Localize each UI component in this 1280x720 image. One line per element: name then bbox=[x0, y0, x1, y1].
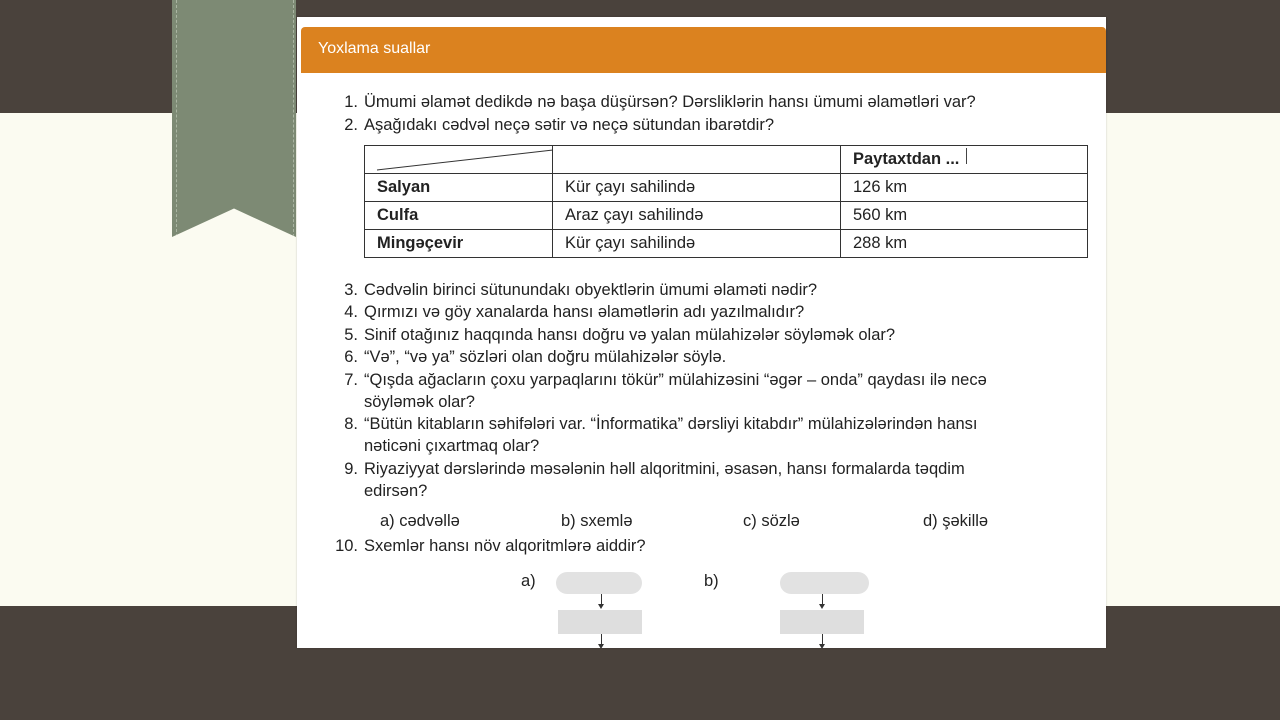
question-text-cont: edirsən? bbox=[364, 482, 428, 500]
question-number: 10. bbox=[335, 537, 358, 555]
question-text: Qırmızı və göy xanalarda hansı əlamətlərin adı yazılmalıdır? bbox=[364, 303, 805, 321]
question-text: Aşağıdakı cədvəl neçə sətir və neçə sütundan ibarətdir? bbox=[364, 116, 775, 134]
table-cell: Kür çayı sahilində bbox=[553, 230, 841, 258]
bookmark-ribbon bbox=[172, 0, 296, 237]
question-4 bbox=[344, 301, 805, 323]
option-c: c) sözlə bbox=[743, 512, 800, 530]
question-text: “Və”, “və ya” sözləri olan doğru mülahizələr söylə. bbox=[364, 348, 727, 366]
question-number: 3. bbox=[344, 281, 358, 299]
question-number: 9. bbox=[344, 460, 358, 478]
section-title: Yoxlama suallar bbox=[318, 40, 431, 57]
question-6 bbox=[344, 346, 727, 368]
question-number: 2. bbox=[344, 116, 358, 134]
option-d: d) şəkillə bbox=[923, 512, 989, 530]
table-cell: 288 km bbox=[841, 230, 1088, 258]
arrow-down-icon bbox=[822, 594, 823, 607]
table-row bbox=[365, 202, 1088, 230]
option-a: a) cədvəllə bbox=[380, 512, 460, 530]
question-8 bbox=[344, 413, 978, 457]
diagram-a-step bbox=[558, 610, 642, 634]
table-cell: Kür çayı sahilində bbox=[553, 174, 841, 202]
question-text: Sinif otağınız haqqında hansı doğru və yalan mülahizələr söyləmək olar? bbox=[364, 326, 896, 344]
diagram-b-start bbox=[780, 572, 869, 594]
question-10 bbox=[335, 535, 646, 557]
question-number: 5. bbox=[344, 326, 358, 344]
question-3 bbox=[344, 279, 818, 301]
textbook-page bbox=[297, 17, 1106, 648]
question-text-cont: söyləmək olar? bbox=[364, 393, 475, 411]
question-number: 1. bbox=[344, 93, 358, 111]
diagram-b-step bbox=[780, 610, 864, 634]
table-cell: Culfa bbox=[365, 202, 553, 230]
question-text: Sxemlər hansı növ alqoritmlərə aiddir? bbox=[364, 537, 646, 555]
section-header bbox=[301, 27, 1106, 73]
table-cell: Araz çayı sahilində bbox=[553, 202, 841, 230]
question-number: 7. bbox=[344, 371, 358, 389]
table-header-row bbox=[365, 146, 1088, 174]
option-b: b) sxemlə bbox=[561, 512, 633, 530]
question-number: 6. bbox=[344, 348, 358, 366]
question-text: Cədvəlin birinci sütunundakı obyektlərin ümumi əlaməti nədir? bbox=[364, 281, 818, 299]
diagram-a-start bbox=[556, 572, 642, 594]
question-text: “Qışda ağacların çoxu yarpaqlarını tökür” mülahizəsini “əgər – onda” qaydası ilə necə bbox=[364, 371, 987, 389]
table-cell: Salyan bbox=[365, 174, 553, 202]
cities-table bbox=[364, 145, 1088, 258]
question-number: 4. bbox=[344, 303, 358, 321]
diagonal-line bbox=[365, 146, 565, 173]
question-text: “Bütün kitabların səhifələri var. “İnformatika” dərsliyi kitabdır” mülahizələrindən hansı bbox=[364, 415, 978, 433]
question-text: Ümumi əlamət dedikdə nə başa düşürsən? Dərsliklərin hansı ümumi əlamətləri var? bbox=[364, 93, 976, 111]
question-7 bbox=[344, 369, 987, 413]
arrow-down-icon bbox=[601, 634, 602, 647]
table-row bbox=[365, 174, 1088, 202]
question-5 bbox=[344, 324, 896, 346]
question-text-cont: nəticəni çıxartmaq olar? bbox=[364, 437, 540, 455]
table-header-cell: Paytaxtdan ... bbox=[841, 146, 1088, 174]
table-cell: Mingəçevir bbox=[365, 230, 553, 258]
question-number: 8. bbox=[344, 415, 358, 433]
question-text: Riyaziyyat dərslərində məsələnin həll alqoritmini, əsasən, hansı formalarda təqdim bbox=[364, 460, 965, 478]
question-2 bbox=[344, 114, 775, 136]
table-header-cell bbox=[553, 146, 841, 174]
table-row bbox=[365, 230, 1088, 258]
diagonal-header-cell bbox=[365, 146, 553, 174]
arrow-down-icon bbox=[822, 634, 823, 647]
question-1 bbox=[344, 91, 976, 113]
arrow-down-icon bbox=[601, 594, 602, 607]
question-9 bbox=[344, 458, 965, 502]
diagram-a-label: a) bbox=[521, 572, 536, 590]
table-cell: 560 km bbox=[841, 202, 1088, 230]
diagram-b-label: b) bbox=[704, 572, 719, 590]
table-cell: 126 km bbox=[841, 174, 1088, 202]
